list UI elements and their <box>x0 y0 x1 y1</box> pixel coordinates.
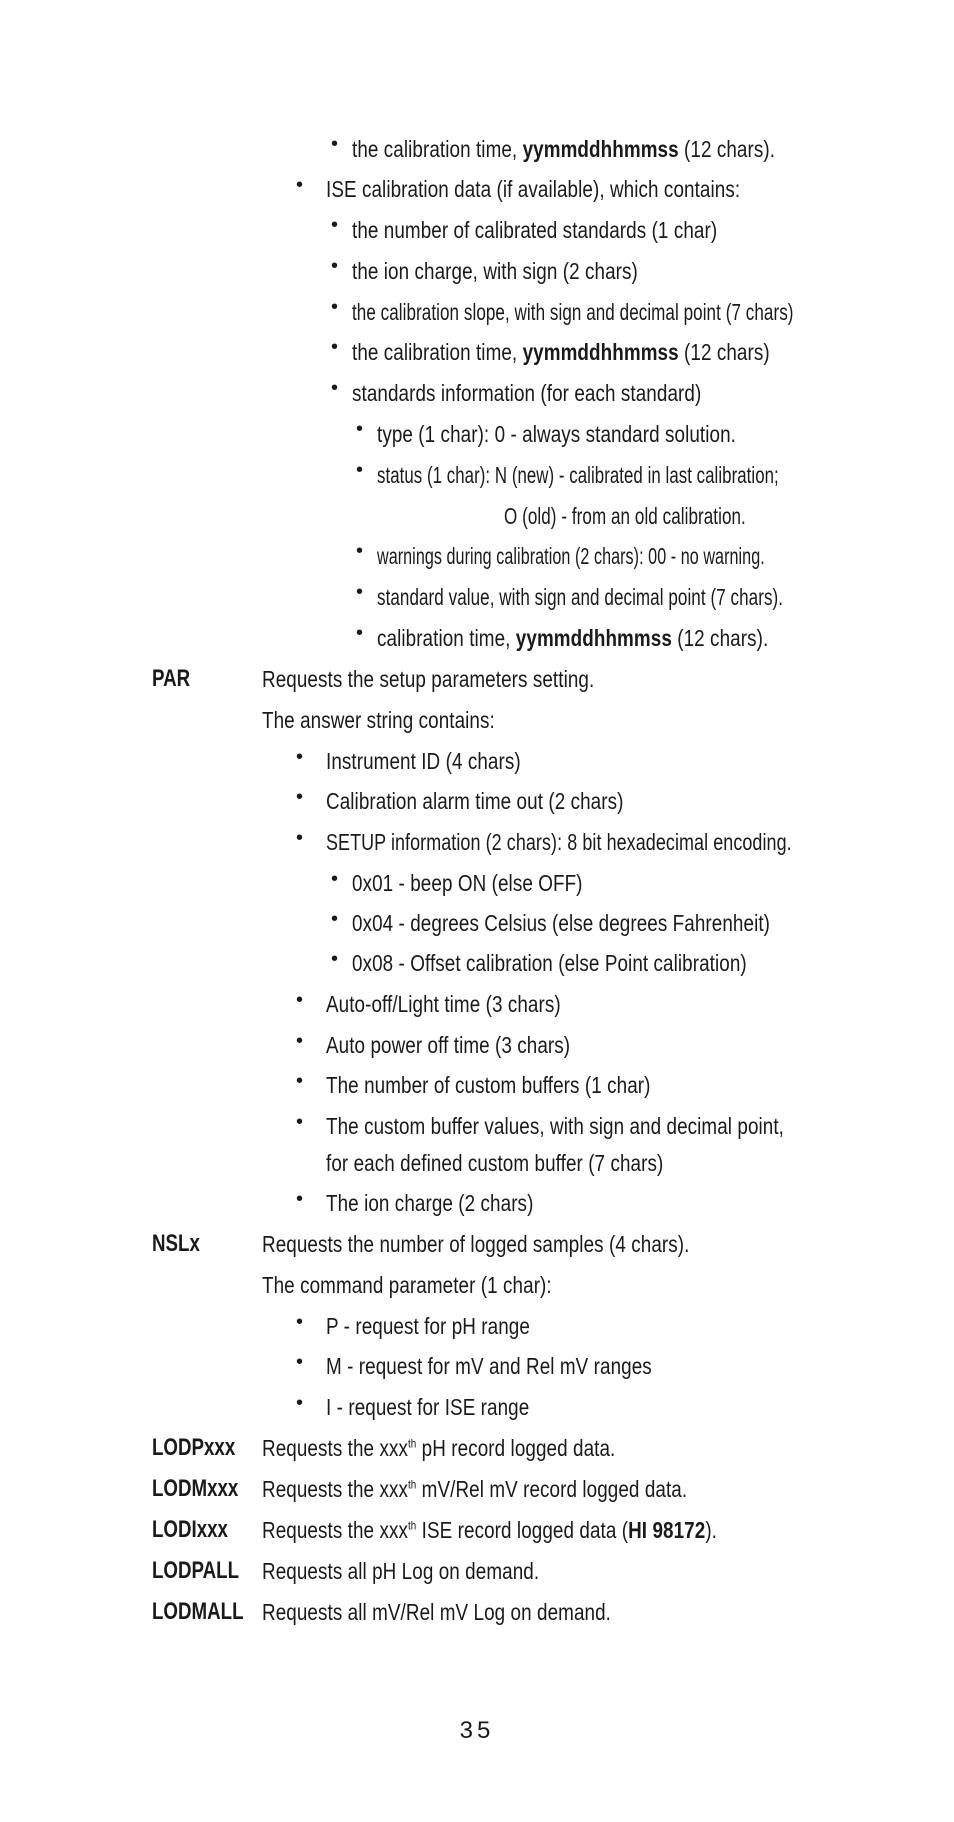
bullet: • <box>296 786 304 808</box>
setup-item: 0x01 - beep ON (else OFF) <box>352 870 583 896</box>
bullet: • <box>356 540 364 562</box>
nslx-item: M - request for mV and Rel mV ranges <box>326 1353 652 1379</box>
par-item: SETUP information (2 chars): 8 bit hexadecimal encoding. <box>326 829 792 855</box>
setup-item: 0x04 - degrees Celsius (else degrees Fahrenheit) <box>352 910 771 936</box>
lodpall-description: Requests all pH Log on demand. <box>262 1558 540 1584</box>
bullet: • <box>296 827 304 849</box>
std-status-cont: O (old) - from an old calibration. <box>504 503 746 529</box>
command-lodpall: LODPALL <box>152 1557 240 1584</box>
bullet: • <box>296 1070 304 1092</box>
bullet: • <box>296 1392 304 1414</box>
lodmall-description: Requests all mV/Rel mV Log on demand. <box>262 1599 611 1625</box>
bullet: • <box>356 418 364 440</box>
calibration-time-line: the calibration time, yymmddhhmmss (12 chars). <box>352 136 776 162</box>
nslx-description: Requests the number of logged samples (4 chars). <box>262 1231 690 1257</box>
par-item: Auto power off time (3 chars) <box>326 1032 571 1058</box>
ise-item: the ion charge, with sign (2 chars) <box>352 258 638 284</box>
bullet: • <box>296 1351 304 1373</box>
bullet: • <box>331 296 339 318</box>
par-item: Calibration alarm time out (2 chars) <box>326 788 624 814</box>
std-calibration-time: calibration time, yymmddhhmmss (12 chars). <box>377 625 769 651</box>
ise-calibration-header: ISE calibration data (if available), which contains: <box>326 176 741 202</box>
bullet: • <box>296 746 304 768</box>
bullet: • <box>331 133 339 155</box>
lodmxxx-description: Requests the xxx$^{th}$ mV/Rel mV record logged data. <box>262 1476 688 1502</box>
command-nslx: NSLx <box>152 1230 200 1257</box>
bullet: • <box>331 377 339 399</box>
lodpxxx-description: Requests the xxx$^{th}$ pH record logged data. <box>262 1435 616 1461</box>
ise-item: the calibration slope, with sign and decimal point (7 chars) <box>352 299 794 325</box>
command-lodmall: LODMALL <box>152 1598 244 1625</box>
par-answer-header: The answer string contains: <box>262 707 495 733</box>
bullet: • <box>296 1188 304 1210</box>
std-status: status (1 char): N (new) - calibrated in last calibration; <box>377 462 779 488</box>
std-warnings: warnings during calibration (2 chars): 00 - no warning. <box>377 543 765 569</box>
command-lodixxx: LODIxxx <box>152 1516 228 1543</box>
ise-item: the number of calibrated standards (1 char) <box>352 217 718 243</box>
nslx-item: I - request for ISE range <box>326 1394 530 1420</box>
std-value: standard value, with sign and decimal point (7 chars). <box>377 584 784 610</box>
bullet: • <box>331 255 339 277</box>
bullet: • <box>356 459 364 481</box>
bullet: • <box>331 948 339 970</box>
par-custom-buffers: The custom buffer values, with sign and decimal point, <box>326 1113 785 1139</box>
bullet: • <box>331 214 339 236</box>
std-type: type (1 char): 0 - always standard solution. <box>377 421 736 447</box>
bullet: • <box>356 622 364 644</box>
par-item: The number of custom buffers (1 char) <box>326 1072 651 1098</box>
lodixxx-description: Requests the xxx$^{th}$ ISE record logged data (HI 98172). <box>262 1517 717 1543</box>
par-custom-buffers-cont: for each defined custom buffer (7 chars) <box>326 1150 664 1176</box>
bullet: • <box>331 868 339 890</box>
bullet: • <box>296 174 304 196</box>
command-lodpxxx: LODPxxx <box>152 1434 236 1461</box>
bullet: • <box>296 989 304 1011</box>
command-lodmxxx: LODMxxx <box>152 1475 239 1502</box>
nslx-item: P - request for pH range <box>326 1313 530 1339</box>
bullet: • <box>356 581 364 603</box>
bullet: • <box>296 1030 304 1052</box>
bullet: • <box>331 908 339 930</box>
bullet: • <box>296 1111 304 1133</box>
nslx-param-header: The command parameter (1 char): <box>262 1272 552 1298</box>
par-description: Requests the setup parameters setting. <box>262 666 595 692</box>
bullet: • <box>296 1311 304 1333</box>
bullet: • <box>331 336 339 358</box>
setup-item: 0x08 - Offset calibration (else Point calibration) <box>352 950 747 976</box>
command-par: PAR <box>152 665 191 692</box>
page-number: 35 <box>459 1717 495 1744</box>
par-ion-charge: The ion charge (2 chars) <box>326 1190 534 1216</box>
par-item: Auto-off/Light time (3 chars) <box>326 991 561 1017</box>
standards-info: standards information (for each standard) <box>352 380 702 406</box>
ise-calibration-time: the calibration time, yymmddhhmmss (12 chars) <box>352 339 770 365</box>
par-item: Instrument ID (4 chars) <box>326 748 521 774</box>
